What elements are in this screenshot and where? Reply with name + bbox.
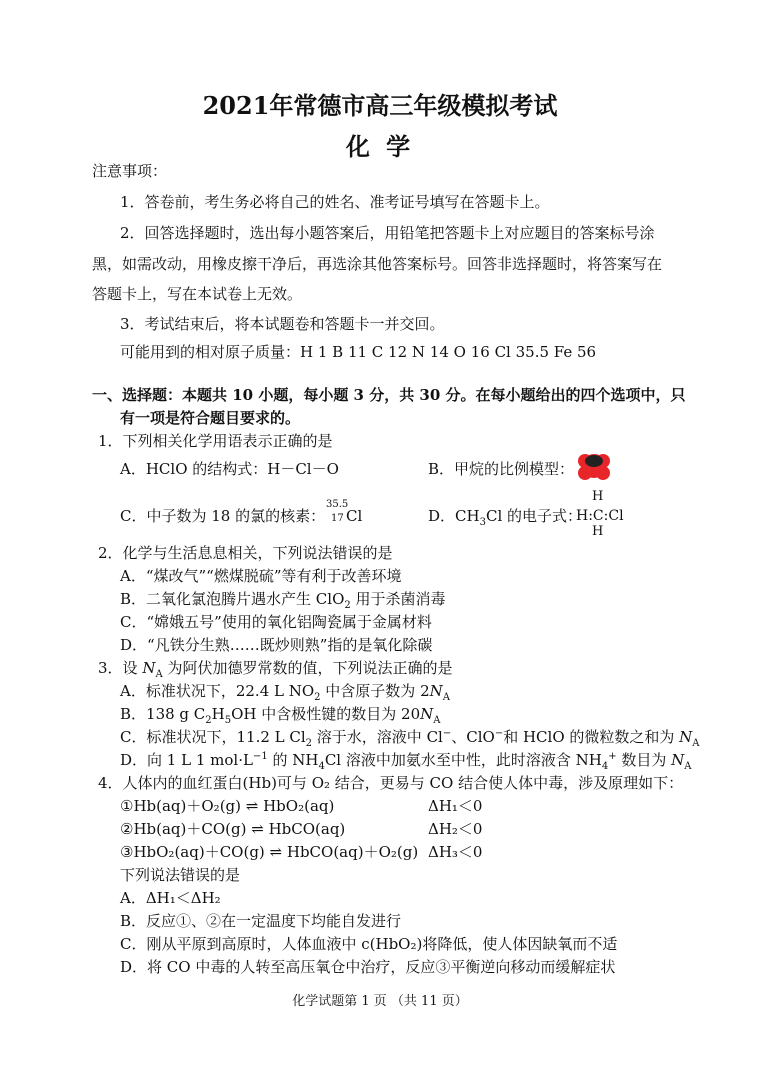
- notes-item-2a: 2．回答选择题时，选出每小题答案后，用铅笔把答题卡上对应题目的答案标号涂: [120, 224, 655, 242]
- lewis-h-bottom: H: [592, 524, 604, 539]
- q4-option-a: A．ΔH₁＜ΔH₂: [120, 889, 221, 907]
- q3-stem: [98, 658, 452, 678]
- q1-option-a: A．HClO 的结构式：H－Cl－O: [120, 460, 339, 478]
- notes-item-1: 1．答卷前，考生务必将自己的姓名、准考证号填写在答题卡上。: [120, 193, 550, 211]
- q3-option-b-na: N: [420, 705, 434, 723]
- q2-option-d: D．“凡铁分生熟……既炒则熟”指的是氧化除碳: [120, 636, 433, 654]
- q2-option-b-b: 用于杀菌消毒: [350, 590, 446, 608]
- q3-option-b-s2: 5: [224, 715, 232, 726]
- q3-option-c-sub: 2: [305, 738, 313, 749]
- q3-option-a-b: 中含原子数为 2: [320, 682, 430, 700]
- q1-option-c: C．中子数为 18 的氯的核素：: [120, 507, 326, 525]
- q3-option-d: [120, 750, 692, 770]
- q3-option-c-c: 、ClO: [451, 728, 495, 746]
- q3-stem-na-sub: A: [155, 669, 163, 680]
- q4-reaction-2: ②Hb(aq)＋CO(g) ⇌ HbCO(aq): [120, 820, 346, 838]
- q3-option-c: [120, 727, 700, 747]
- q3-option-c-sup1: −: [442, 728, 452, 739]
- q4-reaction-3: ③HbO₂(aq)＋CO(g) ⇌ HbCO(aq)＋O₂(g): [120, 843, 419, 861]
- q3-option-a-na-sub: A: [442, 692, 450, 703]
- q4-reaction-1: ①Hb(aq)＋O₂(g) ⇌ HbO₂(aq): [120, 797, 335, 815]
- methane-model-icon: [574, 449, 614, 485]
- q1-nuclide-z: 17: [331, 513, 344, 524]
- q3-option-a: [120, 681, 450, 701]
- q3-option-b: [120, 704, 441, 724]
- q2-option-b-sub: 2: [344, 600, 351, 611]
- q3-option-b-b: H: [211, 705, 225, 723]
- q3-option-d-na-sub: A: [684, 761, 692, 772]
- q3-option-b-na-sub: A: [433, 715, 441, 726]
- q3-option-c-na: N: [679, 728, 693, 746]
- notes-item-3: 3．考试结束后，将本试题卷和答题卡一并交回。: [120, 315, 445, 333]
- q3-option-b-c: OH 中含极性键的数目为 20: [231, 705, 421, 723]
- q3-option-d-d: 数目为: [616, 751, 672, 769]
- q1-stem: 1．下列相关化学用语表示正确的是: [98, 432, 333, 450]
- q3-option-a-a: A．标准状况下，22.4 L NO: [120, 682, 315, 700]
- q3-option-d-sup: −1: [252, 751, 268, 762]
- q3-option-b-s1: 2: [205, 715, 212, 726]
- q2-option-b-a: B．二氧化氯泡腾片遇水产生 ClO: [120, 590, 345, 608]
- q3-option-c-d: 和 HClO 的微粒数之和为: [503, 728, 680, 746]
- section1-heading-a: 一、选择题：本题共 10 小题，每小题 3 分，共 30 分。在每小题给出的四个选项中，只: [92, 386, 686, 404]
- q2-option-b: [120, 589, 446, 609]
- lewis-h-top: H: [592, 489, 604, 504]
- q3-option-b-a: B．138 g C: [120, 705, 206, 723]
- q3-option-c-a: C．标准状况下，11.2 L Cl: [120, 728, 306, 746]
- q4-stem: 4．人体内的血红蛋白(Hb)可与 O₂ 结合，更易与 CO 结合使人体中毒，涉及原理如下：: [98, 774, 684, 792]
- q3-option-d-na: N: [671, 751, 685, 769]
- q3-option-c-na-sub: A: [692, 738, 700, 749]
- q2-stem: 2．化学与生活息息相关，下列说法错误的是: [98, 544, 393, 562]
- q3-stem-na: N: [142, 659, 156, 677]
- q3-option-c-b: 溶于水，溶液中 Cl: [312, 728, 443, 746]
- q1-option-b: B．甲烷的比例模型：: [428, 460, 575, 478]
- exam-title: 2021年常德市高三年级模拟考试: [202, 91, 558, 120]
- notes-item-2b: 黑，如需改动，用橡皮擦干净后，再选涂其他答案标号。回答非选择题时，将答案写在: [92, 255, 663, 273]
- q3-stem-a: 3．设: [98, 659, 143, 677]
- q4-reaction-3-dh: ΔH₃＜0: [428, 843, 483, 861]
- notes-heading: 注意事项：: [92, 162, 168, 180]
- q2-option-a: A．“煤改气”“燃煤脱硫”等有利于改善环境: [120, 567, 402, 585]
- q1-nuclide-symbol: Cl: [346, 507, 363, 525]
- q3-option-d-c: Cl 溶液中加氨水至中性，此时溶液含 NH: [324, 751, 602, 769]
- subject-title: 化 学: [345, 132, 415, 161]
- q3-option-a-sub: 2: [314, 692, 321, 703]
- q4-option-c: C．刚从平原到高原时，人体血液中 c(HbO₂)将降低，使人体因缺氧而不适: [120, 935, 618, 953]
- q3-option-d-sub2: 4: [601, 761, 609, 772]
- q3-option-d-sup2: +: [608, 751, 617, 762]
- q3-stem-b: 为阿伏加德罗常数的值，下列说法正确的是: [162, 659, 453, 677]
- q3-option-a-na: N: [429, 682, 443, 700]
- q2-option-c: C．“嫦娥五号”使用的氧化铝陶瓷属于金属材料: [120, 613, 432, 631]
- q3-option-d-b: 的 NH: [267, 751, 319, 769]
- q3-option-d-a: D．向 1 L 1 mol·L: [120, 751, 253, 769]
- section1-heading-b: 有一项是符合题目要求的。: [120, 409, 301, 427]
- q1-nuclide-mass: 35.5: [326, 499, 349, 510]
- q4-option-d: D．将 CO 中毒的人转至高压氧仓中治疗，反应③平衡逆向移动而缓解症状: [120, 958, 616, 976]
- q4-reaction-2-dh: ΔH₂＜0: [428, 820, 483, 838]
- notes-item-2c: 答题卡上，写在本试卷上无效。: [92, 285, 303, 303]
- q1-option-d-a: D．CH: [428, 507, 480, 525]
- page-footer: 化学试题第 1 页 （共 11 页）: [292, 994, 468, 1009]
- q3-option-d-sub: 4: [318, 761, 325, 772]
- q4-reaction-1-dh: ΔH₁＜0: [428, 797, 483, 815]
- lewis-mid: H:C:Cl: [576, 508, 624, 524]
- q1-option-d-sub: 3: [479, 517, 486, 528]
- atomic-mass-line: 可能用到的相对原子质量：H 1 B 11 C 12 N 14 O 16 Cl 35.5 Fe 56: [120, 343, 597, 361]
- q4-ask: 下列说法错误的是: [120, 866, 241, 884]
- q4-option-b: B．反应①、②在一定温度下均能自发进行: [120, 912, 402, 930]
- q1-option-d-tail: Cl 的电子式：: [485, 507, 583, 525]
- q1-option-d: [428, 506, 582, 526]
- q3-option-c-sup2: −: [494, 728, 504, 739]
